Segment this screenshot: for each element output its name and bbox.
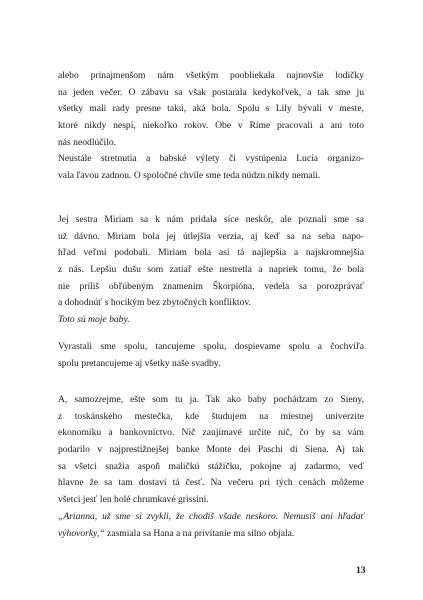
text-line: Vyrastali sme spolu, tancujeme spolu, dospievame spolu a čochvíľa bbox=[58, 341, 364, 352]
text-line: nie príliš obľúbeným znamením Škorpióna, vedela sa porozprávať bbox=[58, 280, 364, 292]
text-line: nás neodlúčilo. bbox=[58, 136, 117, 148]
text-line: A, samozrejme, ešte som tu ja. Tak ako baby pochádzam zo Sieny, bbox=[58, 394, 364, 405]
text-line: vala ľavou zadnou. O spoločné chvíle sme teda núdzu nikdy nemali. bbox=[58, 170, 321, 182]
dialogue-attribution: zasmiala sa Hana a na privítanie ma silno objala. bbox=[104, 527, 295, 539]
paragraph-4 bbox=[58, 392, 364, 542]
paragraph-3 bbox=[58, 339, 364, 372]
text-line: Jej sestra Miriam sa k nám pridala síce neskôr, ale poznali sme sa bbox=[58, 214, 364, 225]
text-line: z toskánskeho mestečka, kde študujem na miestnej univerzite bbox=[58, 410, 364, 422]
dialogue-line bbox=[58, 526, 364, 543]
text-line: Neustále stretnutia a babské výlety či vystúpenia Lucia organizo- bbox=[58, 153, 364, 165]
text-line: všetci jesť len holé chrumkavé grissini. bbox=[58, 494, 209, 506]
text-line: ktoré nikdy nespí, niekoľko rokov. Obe v Ríme pracovali a ani toto bbox=[58, 120, 364, 132]
text-line: ekonomiku a bankovníctvo. Nič zaujímavé určite nič, čo by sa vám bbox=[58, 427, 364, 439]
italic-line: Toto sú moje baby. bbox=[58, 314, 130, 326]
paragraph-1 bbox=[58, 68, 364, 185]
text-line: z nás. Lepšiu dušu som zatiaľ ešte nestretla a napriek tomu, že bola bbox=[58, 264, 364, 276]
text-line: spolu pretancujeme aj všetky naše svadby. bbox=[58, 357, 221, 369]
dialogue-line: „Arianna, už sme si zvykli, že chodíš všade neskoro. Nemusíš ani hľadať bbox=[58, 510, 364, 522]
text-line: hľad veľmi podobali. Miriam bola asi tá najlepšia a najskromnejšia bbox=[58, 247, 364, 259]
paragraph-2 bbox=[58, 212, 364, 329]
text-line: alebo prinajmenšom nám všetkým poobliekala najnovšie lodičky bbox=[58, 70, 364, 81]
text-line: a dohodnúť s hocikým bez zbytočných konfliktov. bbox=[58, 297, 251, 309]
text-line: už dávno. Miriam bola jej útlejšia verzia, aj keď sa na seba napo- bbox=[58, 230, 364, 242]
text-line: na jeden večer. O zábavu sa však postarala kedykoľvek, a tak sme ju bbox=[58, 86, 364, 98]
dialogue-italic-part: výhovorky,“ bbox=[58, 527, 105, 539]
text-line: všetky mali rady presne takú, aká bola. Spolu s Lily bývali v meste, bbox=[58, 103, 364, 115]
page-number: 13 bbox=[356, 565, 366, 576]
text-line: podarilo v najprestížnejšej banke Monte dei Paschi di Siena. Aj tak bbox=[58, 444, 364, 456]
text-line: hlavne že sa tam dostaví tá česť. Na večeru pri tých cenách môžeme bbox=[58, 477, 364, 489]
text-line: sa všetci snažia aspoň maličkú stážičku, pokojne aj zadarmo, veď bbox=[58, 460, 364, 472]
